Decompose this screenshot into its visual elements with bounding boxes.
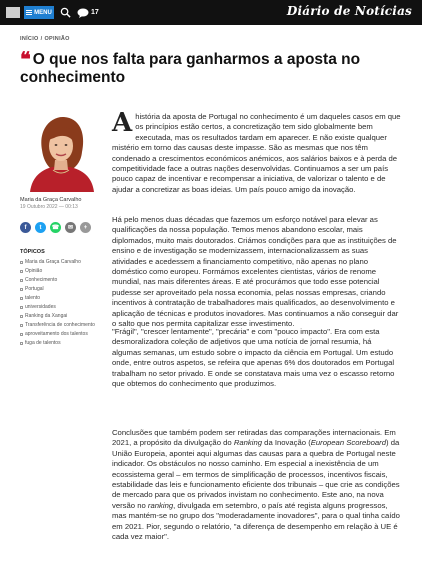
tag-icon: [20, 306, 23, 309]
home-square-icon[interactable]: [6, 7, 20, 18]
email-icon: ✉: [67, 225, 74, 231]
comment-bubble-icon: [77, 8, 89, 18]
whatsapp-share-button[interactable]: [50, 222, 61, 233]
page-title: [20, 47, 412, 87]
topic-item[interactable]: Portugal: [20, 286, 108, 292]
twitter-share-button[interactable]: [35, 222, 46, 233]
menu-label: MENU: [34, 9, 52, 16]
topic-item[interactable]: aproveitamento dos talentos: [20, 331, 108, 337]
article-paragraph-1: Ahistória da aposta de Portugal no conhecimento é um daqueles casos em que os princípios estão certos, a concretização tem sido globalmente bem executada, mas os resultados tardam em aparecer. E não existe qualquer mistério em torno das causas deste impasse. São as mesmas que nos têm condenado a crescimentos económicos anémicos, aos salários baixos e à perda de competitividade face a outras nações desenvolvidas. Continuamos a ser um país pouco capaz de incentivar e recompensar a iniciativa, de valorizar o talento e de ajudar a concretizar as boas ideias. Um país pouco amigo da inovação.: [112, 108, 401, 194]
topics-heading: TÓPICOS: [20, 249, 45, 255]
breadcrumb-section[interactable]: OPINIÃO: [44, 36, 70, 42]
breadcrumb: [20, 36, 70, 42]
tag-icon: [20, 324, 23, 327]
search-icon[interactable]: [60, 7, 71, 18]
twitter-icon: t: [39, 224, 42, 231]
topics-list: [20, 259, 108, 346]
tag-icon: [20, 297, 23, 300]
tag-icon: [20, 279, 23, 282]
facebook-icon: f: [24, 224, 27, 231]
hamburger-icon: [26, 10, 32, 15]
article-paragraph-4: Conclusões que também podem ser retiradas das comparações internacionais. Em 2021, a propósito da divulgação do Ranking da Inovação (European Scoreboard) da União Europeia, apontei aqui algumas das causas para a quebra de Portugal neste indicador. Os obstáculos no nosso caminho. Em especial a inexistência de um ecossistema geral – em termos de simplificação de processos, incentivos fiscais, estabilidade das leis e funcionamento eficiente dos tribunais – que crie as condições de mercado para que os privados invistam no conhecimento. Este ano, na nova versão no ranking, divulgada em setembro, o país até regista alguns progressos, mas mantém-se no grupo dos "moderadamente inovadores", para o qual tinha caído em 2021. Pior, segundo o relatório, "a diferença de desempenho em relação à UE é cada vez maior".: [112, 428, 400, 542]
topic-item[interactable]: Maria da Graça Carvalho: [20, 259, 108, 265]
more-share-button[interactable]: [80, 222, 91, 233]
tag-icon: [20, 333, 23, 336]
top-bar: [0, 0, 422, 25]
facebook-share-button[interactable]: [20, 222, 31, 233]
topic-item[interactable]: Conhecimento: [20, 277, 108, 283]
emphasis-scoreboard: European Scoreboard: [310, 438, 386, 448]
topic-item[interactable]: Transferência de conhecimento: [20, 322, 108, 328]
author-name[interactable]: Maria da Graça Carvalho: [20, 197, 82, 203]
breadcrumb-separator: /: [40, 36, 43, 42]
publish-date: 19 Outubro 2022 — 00:13: [20, 204, 78, 210]
plus-icon: +: [83, 224, 88, 231]
tag-icon: [20, 342, 23, 345]
comments-link[interactable]: [77, 7, 99, 18]
author-photo: [24, 110, 98, 192]
topic-item[interactable]: fuga de talentos: [20, 340, 108, 346]
topic-item[interactable]: talento: [20, 295, 108, 301]
article-intro: [112, 108, 402, 195]
brand-logo[interactable]: Diário de Notícias: [286, 4, 412, 18]
tag-icon: [20, 315, 23, 318]
tag-icon: [20, 270, 23, 273]
share-buttons: [20, 222, 91, 233]
article-paragraph-2: Há pelo menos duas décadas que fazemos um esforço notável para elevar as qualificações da nossa população. Temos menos abandono escolar, mais diplomados, muito mais doutorados. Criámos condições para que as instituições de ensino e de investigação se modernizassem, internacionalizassem as suas atividades e acedessem a financiamento competitivo, não apenas no plano doméstico como europeu. Formámos excelentes cientistas, vários de renome mundial, nas mais diferentes áreas. E até procurámos que todo esse potencial pudesse ser aproveitado pela nossa economia, pelas nossas empresas, criando incentivos à contratação de trabalhadores mais qualificados, ao desenvolvimento e aplicação de técnicas e produtos inovadores. Mas continuamos a não conseguir dar o salto que nos permita capitalizar esse investimento.: [112, 215, 399, 329]
comment-count: 17: [91, 9, 99, 16]
topic-item[interactable]: Opinião: [20, 268, 108, 274]
emphasis-ranking: Ranking: [233, 438, 263, 448]
headline-text: O que nos falta para ganharmos a aposta no conhecimento: [20, 51, 361, 86]
drop-cap: A: [112, 108, 133, 138]
whatsapp-icon: ☎: [51, 225, 60, 231]
emphasis-ranking-2: ranking: [147, 500, 174, 510]
breadcrumb-home[interactable]: INÍCIO: [20, 36, 39, 42]
topic-item[interactable]: Ranking da Xangai: [20, 313, 108, 319]
author-portrait-icon: [24, 110, 98, 192]
tag-icon: [20, 288, 23, 291]
topic-item[interactable]: universidades: [20, 304, 108, 310]
menu-button[interactable]: [24, 6, 54, 19]
email-share-button[interactable]: [65, 222, 76, 233]
quote-mark-icon: ❝: [20, 47, 31, 71]
article-paragraph-3: "Frágil", "crescer lentamente", "precária" e com "pouco impacto". Era com esta desmoralizadora coleção de adjetivos que uma notícia de jornal resumia, há algumas semanas, um estudo sobre o impacto da ciência em Portugal. Um estudo onde, entre outros aspetos, se refeira que apenas 6% dos doutorados em Portugal trabalham no setor privado. E onde se constatava mais uma vez o escasso retorno que obtemos do conhecimento que produzimos.: [112, 327, 395, 389]
tag-icon: [20, 261, 23, 264]
